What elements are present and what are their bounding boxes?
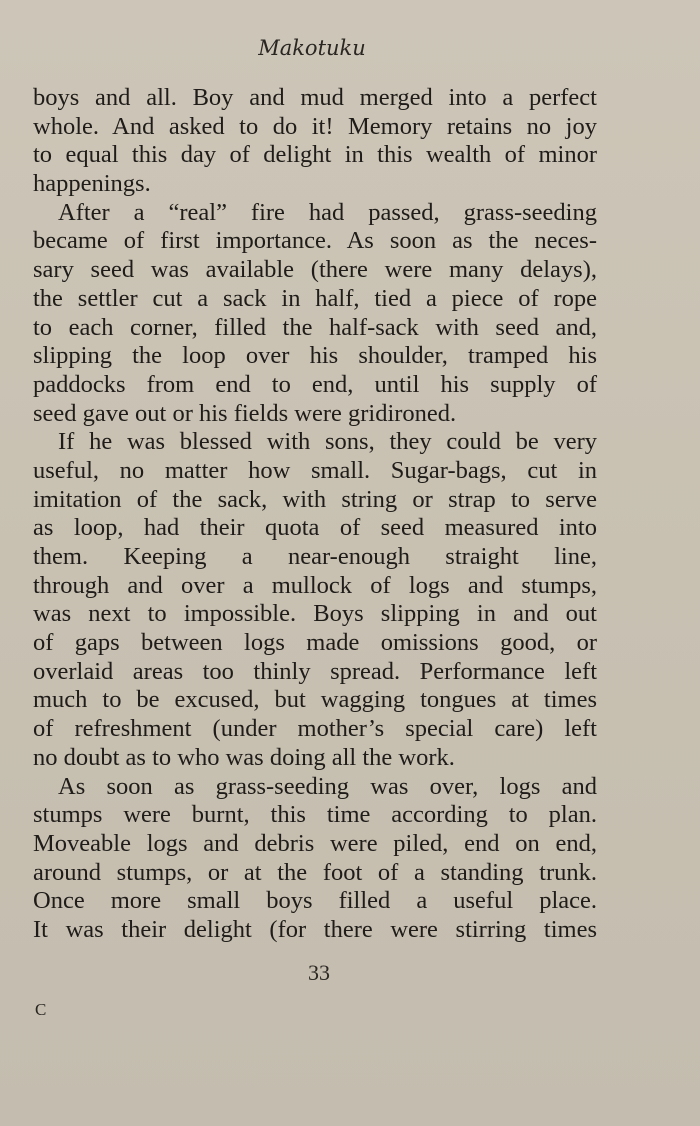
text-line: the settler cut a sack in half, tied a piece of rope xyxy=(33,284,597,312)
text-line: sary seed was available (there were many delays), xyxy=(33,256,597,284)
text-line: around stumps, or at the foot of a standing trunk. xyxy=(33,858,597,886)
text-line: them. Keeping a near-enough straight line, xyxy=(33,543,597,570)
text-line: If he was blessed with sons, they could be very xyxy=(58,428,597,456)
body-text xyxy=(33,84,597,945)
text-line: stumps were burnt, this time according to plan. xyxy=(33,801,597,829)
text-line: was next to impossible. Boys slipping in and out xyxy=(33,600,597,628)
text-line: of gaps between logs made omissions good, or xyxy=(33,629,597,657)
text-line: After a “real” fire had passed, grass-seeding xyxy=(58,198,597,226)
text-line: as loop, had their quota of seed measured into xyxy=(33,514,597,542)
text-line: It was their delight (for there were stirring times xyxy=(33,915,597,943)
signature-mark: C xyxy=(35,1000,47,1019)
text-line: of refreshment (under mother’s special care) left xyxy=(33,715,597,743)
text-line: happenings. xyxy=(33,170,151,198)
text-line: whole. And asked to do it! Memory retains no joy xyxy=(33,112,597,140)
text-line: Moveable logs and debris were piled, end on end, xyxy=(33,829,597,857)
running-head: Makotuku xyxy=(258,36,366,60)
text-line: Once more small boys filled a useful place. xyxy=(33,887,597,915)
text-line: no doubt as to who was doing all the work. xyxy=(33,743,455,771)
text-line: seed gave out or his fields were gridironed. xyxy=(33,399,457,427)
text-line: slipping the loop over his shoulder, tramped his xyxy=(33,342,597,370)
text-line: imitation of the sack, with string or strap to serve xyxy=(33,485,597,513)
text-line: to equal this day of delight in this wealth of minor xyxy=(33,141,597,169)
text-line: boys and all. Boy and mud merged into a perfect xyxy=(33,84,597,111)
text-line: overlaid areas too thinly spread. Performance left xyxy=(33,657,597,685)
text-line: paddocks from end to end, until his supply of xyxy=(33,370,597,398)
text-line: much to be excused, but wagging tongues at times xyxy=(33,686,597,714)
text-line: through and over a mullock of logs and stumps, xyxy=(33,571,597,599)
text-line: useful, no matter how small. Sugar-bags, cut in xyxy=(33,456,597,484)
text-line: became of first importance. As soon as the neces- xyxy=(33,227,597,255)
page-number: 33 xyxy=(308,960,330,985)
text-line: to each corner, filled the half-sack with seed and, xyxy=(33,313,597,341)
text-line: As soon as grass-seeding was over, logs and xyxy=(58,772,597,800)
